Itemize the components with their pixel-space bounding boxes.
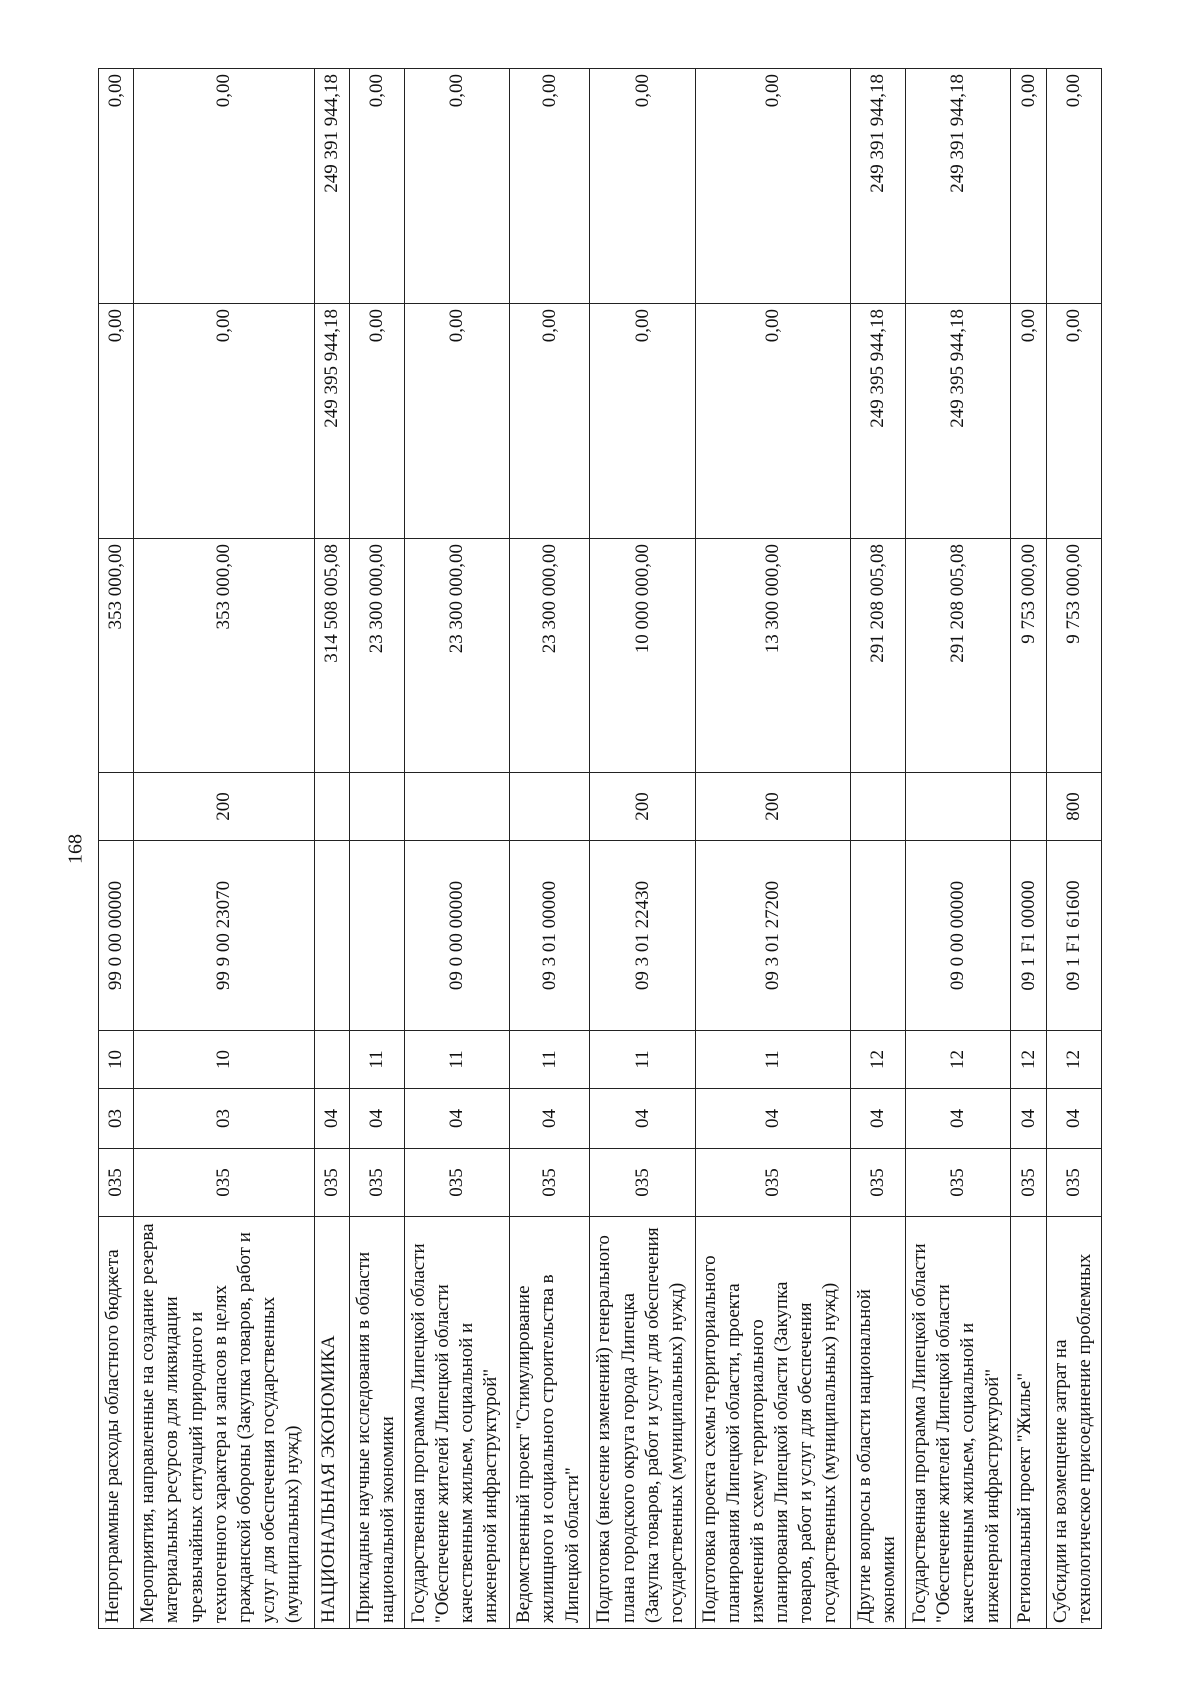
row-vr <box>906 773 1011 841</box>
row-rz: 04 <box>1046 1089 1101 1149</box>
row-name: Государственная программа Липецкой области "Обеспечение жителей Липецкой области качественным жильем, социальной и инженерной инфраструктурой" <box>405 1217 510 1629</box>
row-pr: 11 <box>695 1031 850 1089</box>
row-sum1: 13 300 000,00 <box>695 539 850 773</box>
row-csr: 09 3 01 00000 <box>510 841 590 1031</box>
row-rz: 04 <box>906 1089 1011 1149</box>
row-sum1: 314 508 005,08 <box>314 539 349 773</box>
row-sum3: 249 391 944,18 <box>314 69 349 304</box>
row-name: Ведомственный проект "Стимулирование жилищного и социального строительства в Липецкой области" <box>510 1217 590 1629</box>
table-row <box>405 69 510 1629</box>
row-sum1: 353 000,00 <box>134 539 314 773</box>
table-row <box>99 69 134 1629</box>
row-vr: 800 <box>1046 773 1101 841</box>
row-sum3: 0,00 <box>590 69 695 304</box>
row-name: Региональный проект "Жилье" <box>1011 1217 1046 1629</box>
row-pr: 12 <box>851 1031 906 1089</box>
row-sum2: 0,00 <box>590 304 695 539</box>
row-vr: 200 <box>590 773 695 841</box>
row-pr: 12 <box>906 1031 1011 1089</box>
row-vr <box>349 773 404 841</box>
row-sum1: 291 208 005,08 <box>851 539 906 773</box>
row-vr: 200 <box>695 773 850 841</box>
row-vr <box>1011 773 1046 841</box>
row-sum3: 0,00 <box>1011 69 1046 304</box>
row-pr: 12 <box>1046 1031 1101 1089</box>
row-vr <box>314 773 349 841</box>
row-sum1: 9 753 000,00 <box>1046 539 1101 773</box>
row-name: Подготовка (внесение изменений) генерального плана городского округа города Липецка (Закупка товаров, работ и услуг для обеспечения государственных (муниципальных) нужд) <box>590 1217 695 1629</box>
table-row <box>906 69 1011 1629</box>
row-rz: 04 <box>405 1089 510 1149</box>
row-csr: 09 0 00 00000 <box>906 841 1011 1031</box>
table-row <box>1046 69 1101 1629</box>
page-number: 168 <box>64 834 87 864</box>
row-sum3: 0,00 <box>99 69 134 304</box>
row-sum3: 0,00 <box>134 69 314 304</box>
row-csr: 99 9 00 23070 <box>134 841 314 1031</box>
row-csr: 99 0 00 00000 <box>99 841 134 1031</box>
row-sum2: 249 395 944,18 <box>906 304 1011 539</box>
budget-table-rotated <box>98 69 1102 1629</box>
row-csr: 09 1 F1 00000 <box>1011 841 1046 1031</box>
row-sum2: 249 395 944,18 <box>314 304 349 539</box>
table-row <box>510 69 590 1629</box>
row-name: Государственная программа Липецкой области "Обеспечение жителей Липецкой области качественным жильем, социальной и инженерной инфраструктурой" <box>906 1217 1011 1629</box>
row-pr: 11 <box>590 1031 695 1089</box>
row-sum3: 249 391 944,18 <box>851 69 906 304</box>
row-rz: 04 <box>851 1089 906 1149</box>
row-sum1: 23 300 000,00 <box>510 539 590 773</box>
row-sum1: 23 300 000,00 <box>349 539 404 773</box>
row-csr <box>314 841 349 1031</box>
row-rz: 04 <box>510 1089 590 1149</box>
row-pr: 11 <box>405 1031 510 1089</box>
table-body <box>99 69 1102 1629</box>
row-csr <box>349 841 404 1031</box>
row-rz: 04 <box>1011 1089 1046 1149</box>
row-pr <box>314 1031 349 1089</box>
row-sum2: 0,00 <box>1011 304 1046 539</box>
row-rz: 04 <box>590 1089 695 1149</box>
row-sum3: 0,00 <box>349 69 404 304</box>
row-sum3: 0,00 <box>695 69 850 304</box>
row-vr: 200 <box>134 773 314 841</box>
row-sum2: 0,00 <box>99 304 134 539</box>
row-rz: 03 <box>134 1089 314 1149</box>
table-row <box>349 69 404 1629</box>
table-row <box>695 69 850 1629</box>
row-sum2: 0,00 <box>349 304 404 539</box>
row-rz: 04 <box>314 1089 349 1149</box>
table-row <box>1011 69 1046 1629</box>
row-csr: 09 1 F1 61600 <box>1046 841 1101 1031</box>
row-vr <box>99 773 134 841</box>
row-sum2: 0,00 <box>1046 304 1101 539</box>
row-pr: 11 <box>510 1031 590 1089</box>
row-name: НАЦИОНАЛЬНАЯ ЭКОНОМИКА <box>314 1217 349 1629</box>
row-sum3: 0,00 <box>1046 69 1101 304</box>
row-vr <box>510 773 590 841</box>
row-ved: 035 <box>695 1149 850 1217</box>
row-ved: 035 <box>590 1149 695 1217</box>
row-ved: 035 <box>349 1149 404 1217</box>
table-row <box>314 69 349 1629</box>
row-csr: 09 3 01 27200 <box>695 841 850 1031</box>
row-name: Субсидии на возмещение затрат на технологическое присоединение проблемных <box>1046 1217 1101 1629</box>
row-sum2: 0,00 <box>405 304 510 539</box>
row-rz: 04 <box>695 1089 850 1149</box>
row-sum1: 23 300 000,00 <box>405 539 510 773</box>
budget-table <box>98 68 1102 1629</box>
row-vr <box>851 773 906 841</box>
row-ved: 035 <box>314 1149 349 1217</box>
table-row <box>851 69 906 1629</box>
row-pr: 11 <box>349 1031 404 1089</box>
row-sum2: 0,00 <box>510 304 590 539</box>
row-rz: 03 <box>99 1089 134 1149</box>
row-ved: 035 <box>99 1149 134 1217</box>
table-row <box>134 69 314 1629</box>
row-ved: 035 <box>1046 1149 1101 1217</box>
row-name: Мероприятия, направленные на создание резерва материальных ресурсов для ликвидации чрезвычайных ситуаций природного и техногенного характера и запасов в целях гражданской обороны (Закупка товаров, работ и услуг для обеспечения государственных (муниципальных) нужд) <box>134 1217 314 1629</box>
row-sum3: 0,00 <box>405 69 510 304</box>
row-ved: 035 <box>134 1149 314 1217</box>
row-sum3: 0,00 <box>510 69 590 304</box>
row-ved: 035 <box>851 1149 906 1217</box>
row-csr: 09 3 01 22430 <box>590 841 695 1031</box>
row-name: Прикладные научные исследования в области национальной экономики <box>349 1217 404 1629</box>
row-rz: 04 <box>349 1089 404 1149</box>
row-name: Другие вопросы в области национальной экономики <box>851 1217 906 1629</box>
row-sum2: 0,00 <box>134 304 314 539</box>
row-sum1: 291 208 005,08 <box>906 539 1011 773</box>
row-pr: 12 <box>1011 1031 1046 1089</box>
row-pr: 10 <box>134 1031 314 1089</box>
row-name: Непрограммные расходы областного бюджета <box>99 1217 134 1629</box>
row-sum1: 10 000 000,00 <box>590 539 695 773</box>
row-csr: 09 0 00 00000 <box>405 841 510 1031</box>
row-sum1: 9 753 000,00 <box>1011 539 1046 773</box>
row-ved: 035 <box>1011 1149 1046 1217</box>
row-sum2: 0,00 <box>695 304 850 539</box>
row-sum2: 249 395 944,18 <box>851 304 906 539</box>
row-name: Подготовка проекта схемы территориального планирования Липецкой области, проекта изменений в схему территориального планирования Липецкой области (Закупка товаров, работ и услуг для обеспечения государственных (муниципальных) нужд) <box>695 1217 850 1629</box>
row-csr <box>851 841 906 1031</box>
row-sum3: 249 391 944,18 <box>906 69 1011 304</box>
row-sum1: 353 000,00 <box>99 539 134 773</box>
row-pr: 10 <box>99 1031 134 1089</box>
row-ved: 035 <box>405 1149 510 1217</box>
row-ved: 035 <box>510 1149 590 1217</box>
row-ved: 035 <box>906 1149 1011 1217</box>
row-vr <box>405 773 510 841</box>
table-row <box>590 69 695 1629</box>
